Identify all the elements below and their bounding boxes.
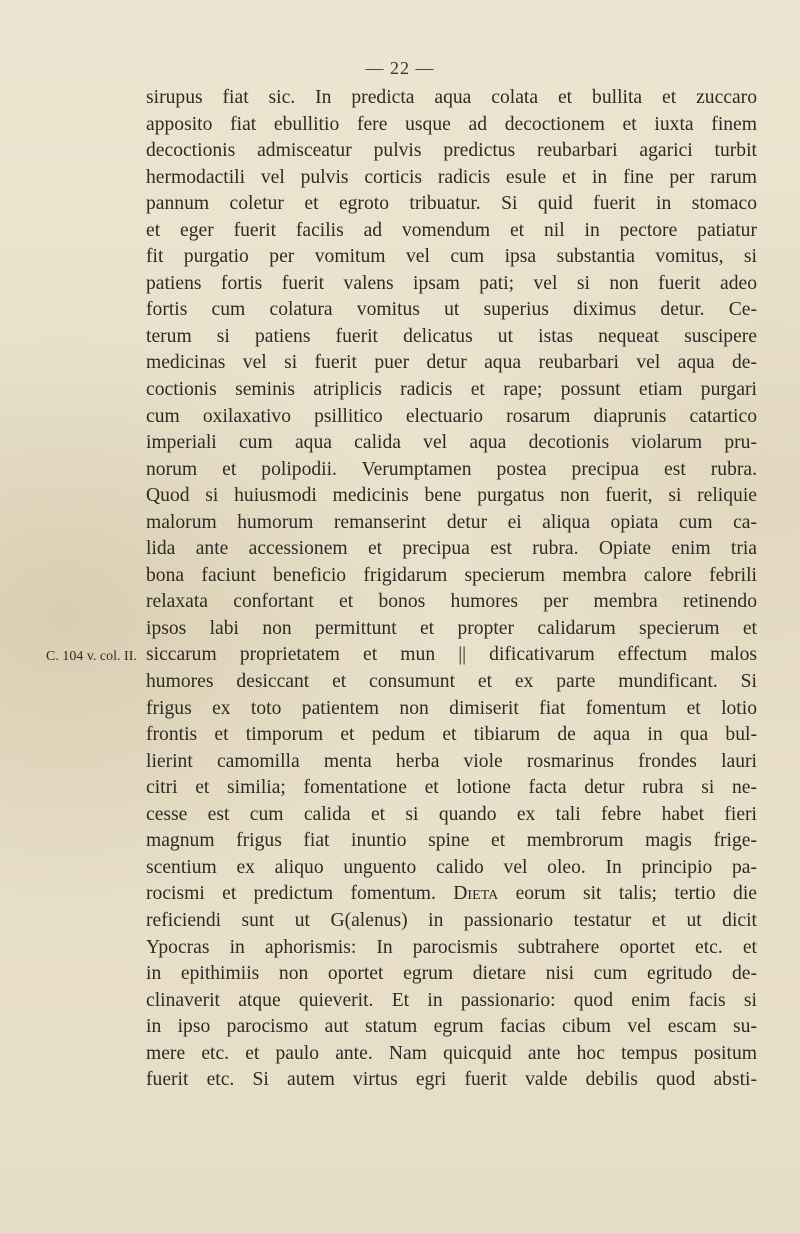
text-line-end: eorum sit talis; tertio die [515, 883, 757, 905]
body-text [146, 85, 757, 1094]
text-line: reficiendi sunt ut G(alenus) in passionario testatur et ut dicit [146, 909, 757, 931]
text-line: coctionis seminis atriplicis radicis et rape; possunt etiam purgari [146, 379, 757, 401]
text-line: malorum humorum remanserint detur ei aliqua opiata cum ca- [146, 511, 757, 533]
text-line: in ipso parocismo aut statum egrum facias cibum vel escam su- [146, 1016, 757, 1038]
text-line: relaxata confortant et bonos humores per membra retinendo [146, 591, 757, 613]
text-line: patiens fortis fuerit valens ipsam pati; vel si non fuerit adeo [146, 272, 757, 294]
text-line: frigus ex toto patientem non dimiserit fiat fomentum et lotio [146, 697, 757, 719]
text-line: hermodactili vel pulvis corticis radicis esule et in fine per rarum [146, 166, 757, 188]
text-line: siccarum proprietatem et mun || dificativarum effectum malos [146, 644, 757, 666]
text-line: in epithimiis non oportet egrum dietare nisi cum egritudo de- [146, 963, 757, 985]
text-line: cesse est cum calida et si quando ex tali febre habet fieri [146, 803, 757, 825]
text-line: fortis cum colatura vomitus ut superius diximus detur. Ce- [146, 299, 757, 321]
text-line: et eger fuerit facilis ad vomendum et nil in pectore patiatur [146, 219, 757, 241]
text-line-start: rocismi et predictum fomentum. [146, 883, 436, 905]
text-line: frontis et timporum et pedum et tibiarum de aqua in qua bul- [146, 724, 757, 746]
text-line: citri et similia; fomentatione et lotione facta detur rubra si ne- [146, 777, 757, 799]
text-line: lida ante accessionem et precipua est rubra. Opiate enim tria [146, 538, 757, 560]
text-line: clinaverit atque quieverit. Et in passionario: quod enim facis si [146, 989, 757, 1011]
text-line: fuerit etc. Si autem virtus egri fuerit valde debilis quod absti- [146, 1069, 757, 1091]
text-line: medicinas vel si fuerit puer detur aqua reubarbari vel aqua de- [146, 352, 757, 374]
text-line: ipsos labi non permittunt et propter calidarum specierum et [146, 617, 757, 639]
margin-folio-reference: C. 104 v. col. II. [46, 649, 137, 664]
text-line: Ypocras in aphorismis: In parocismis subtrahere oportet etc. et [146, 936, 757, 958]
text-line: terum si patiens fuerit delicatus ut istas nequeat suscipere [146, 325, 757, 347]
text-line: fit purgatio per vomitum vel cum ipsa substantia vomitus, si [146, 246, 757, 268]
text-line: sirupus fiat sic. In predicta aqua colata et bullita et zuccaro [146, 87, 757, 108]
text-line: bona faciunt beneficio frigidarum specierum membra calore febrili [146, 564, 757, 586]
dieta-heading: Dieta [453, 883, 499, 905]
text-line: humores desiccant et consumunt et ex parte mundificant. Si [146, 671, 757, 693]
text-line: scentium ex aliquo unguento calido vel oleo. In principio pa- [146, 856, 757, 878]
text-line: norum et polipodii. Verumptamen postea precipua est rubra. [146, 458, 757, 480]
text-line-with-heading [146, 881, 757, 908]
text-line: apposito fiat ebullitio fere usque ad decoctionem et iuxta finem [146, 113, 757, 135]
text-line: decoctionis admisceatur pulvis predictus reubarbari agarici turbit [146, 140, 757, 162]
text-line: magnum frigus fiat inuntio spine et membrorum magis frige- [146, 830, 757, 852]
text-line: cum oxilaxativo psillitico electuario rosarum diaprunis catartico [146, 405, 757, 427]
text-line: lierint camomilla menta herba viole rosmarinus frondes lauri [146, 750, 757, 772]
text-line: pannum coletur et egroto tribuatur. Si quid fuerit in stomaco [146, 193, 757, 215]
text-line: imperiali cum aqua calida vel aqua decotionis violarum pru- [146, 432, 757, 454]
page-number: — 22 — [365, 58, 435, 78]
text-line: mere etc. et paulo ante. Nam quicquid ante hoc tempus positum [146, 1042, 757, 1064]
text-line: Quod si huiusmodi medicinis bene purgatus non fuerit, si reliquie [146, 485, 757, 507]
